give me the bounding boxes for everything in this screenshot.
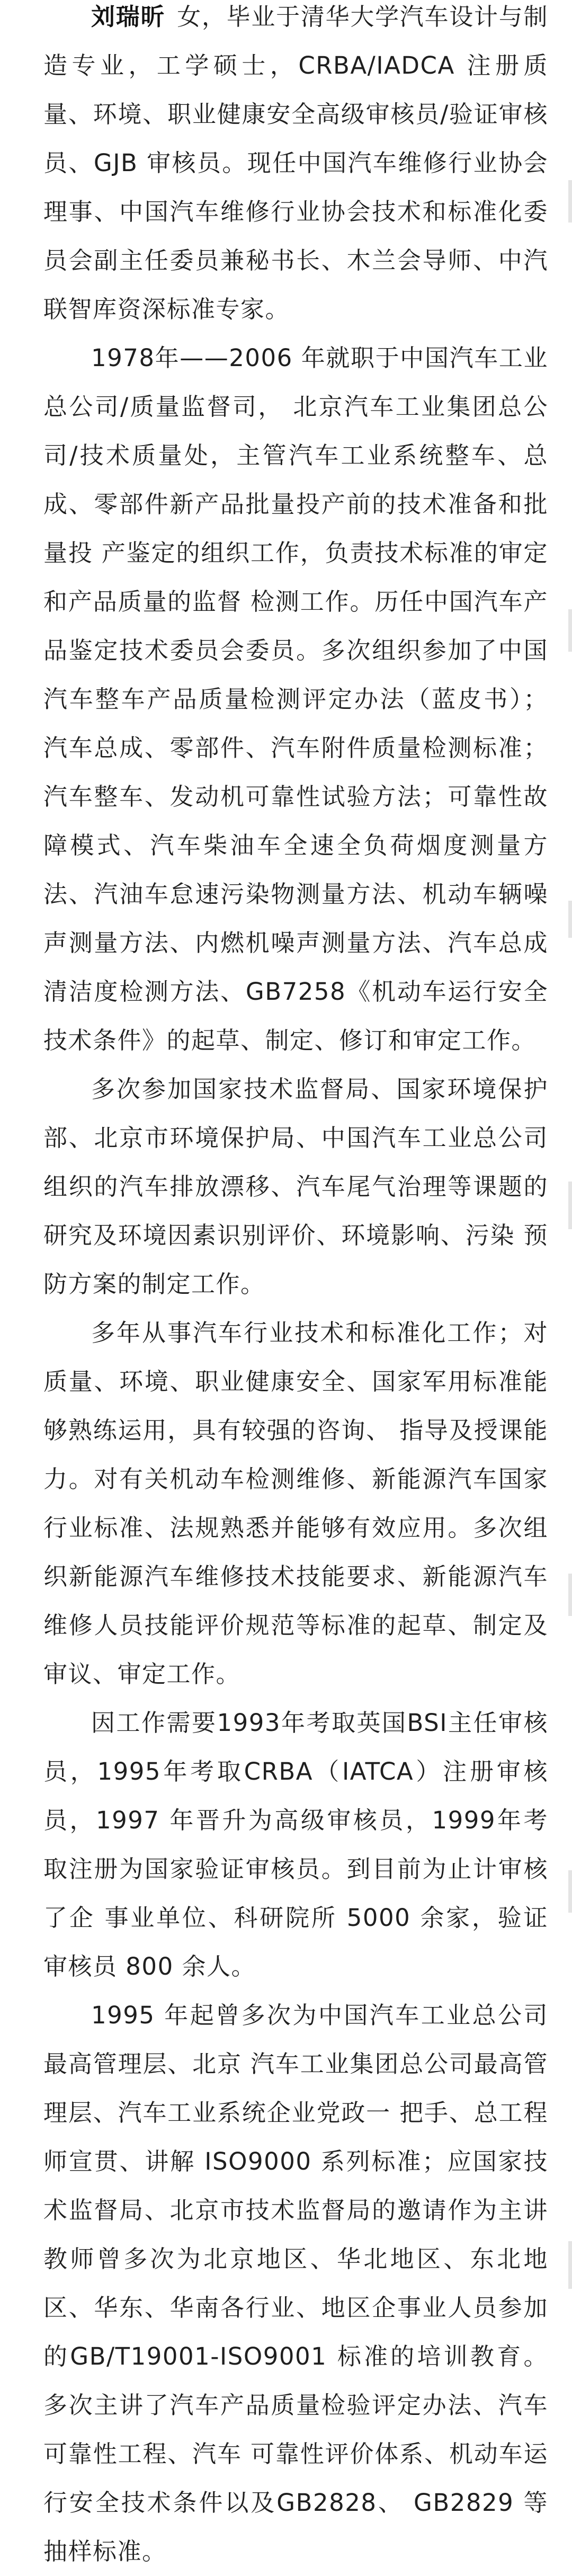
page-edge-mark	[568, 901, 572, 938]
paragraph-standardization: 多年从事汽车行业技术和标准化工作；对质量、环境、职业健康安全、国家军用标准能够熟练运用，具有较强的咨询、 指导及授课能力。对有关机动车检测维修、新能源汽车国家行业标准、法规熟悉并能够有效应用。多次组织新能源汽车维修技术技能要求、新能源汽车维修人员技能评价规范等标准的起草、制定及审议、审定工作。	[43, 1319, 548, 1688]
page-edge-mark	[568, 180, 572, 223]
page-edge-mark	[568, 1870, 572, 1913]
paragraph-career: 1978年——2006 年就职于中国汽车工业总公司/质量监督司， 北京汽车工业集团总公司/技术质量处，主管汽车工业系统整车、总成、零部件新产品批量投产前的技术准备和批量投 产鉴定的组织工作，负责技术标准的审定和产品质量的监督 检测工作。历任中国汽车产品鉴定技术委员会委员。多次组织参加了中国汽车整车产品质量检测评定办法（蓝皮书）；汽车总成、零部件、汽车附件质量检测标准；汽车整车、发动机可靠性试验方法；可靠性故障模式、汽车柴油车全速全负荷烟度测量方法、汽油车怠速污染物测量方法、机动车辆噪声测量方法、内燃机噪声测量方法、汽车总成清洁度检测方法、GB7258《机动车运行安全技术条件》的起草、制定、修订和审定工作。	[43, 344, 548, 1054]
page-edge-mark	[568, 609, 572, 652]
page-edge-mark	[568, 1574, 572, 1616]
person-name: 刘瑞昕	[91, 3, 166, 31]
page-edge-mark	[568, 2241, 572, 2289]
intro-text: 女，毕业于清华大学汽车设计与制造专业，工学硕士，CRBA/IADCA 注册质量、环境、职业健康安全高级审核员/验证审核员、GJB 审核员。现任中国汽车维修行业协会理事、中国汽车维修行业协会技术和标准化委员会副主任委员兼秘书长、木兰会导师、中汽联智库资深标准专家。	[43, 3, 548, 323]
paragraph-environment-research: 多次参加国家技术监督局、国家环境保护部、北京市环境保护局、中国汽车工业总公司组织的汽车排放漂移、汽车尾气治理等课题的研究及环境因素识别评价、环境影响、污染 预防方案的制定工作。	[43, 1075, 548, 1298]
paragraph-intro	[43, 0, 548, 334]
paragraph-training: 1995 年起曾多次为中国汽车工业总公司最高管理层、北京 汽车工业集团总公司最高管理层、汽车工业系统企业党政一 把手、总工程师宣贯、讲解 ISO9000 系列标准；应国家技术监督局、北京市技术监督局的邀请作为主讲教师曾多次为北京地区、华北地区、东北地区、华东、华南各行业、地区企事业人员参加的GB/T19001-ISO9001 标准的培训教育。多次主讲了汽车产品质量检验评定办法、汽车可靠性工程、汽车 可靠性评价体系、机动车运行安全技术条件以及GB2828、 GB2829 等抽样标准。	[43, 2001, 548, 2565]
page-edge-mark	[568, 1182, 572, 1229]
paragraph-auditor-qualifications: 因工作需要1993年考取英国BSI主任审核员，1995年考取CRBA（IATCA）注册审核员，1997 年晋升为高级审核员，1999年考取注册为国家验证审核员。到目前为止计审核了企 事业单位、科研院所 5000 余家，验证审核员 800 余人。	[43, 1709, 548, 1980]
